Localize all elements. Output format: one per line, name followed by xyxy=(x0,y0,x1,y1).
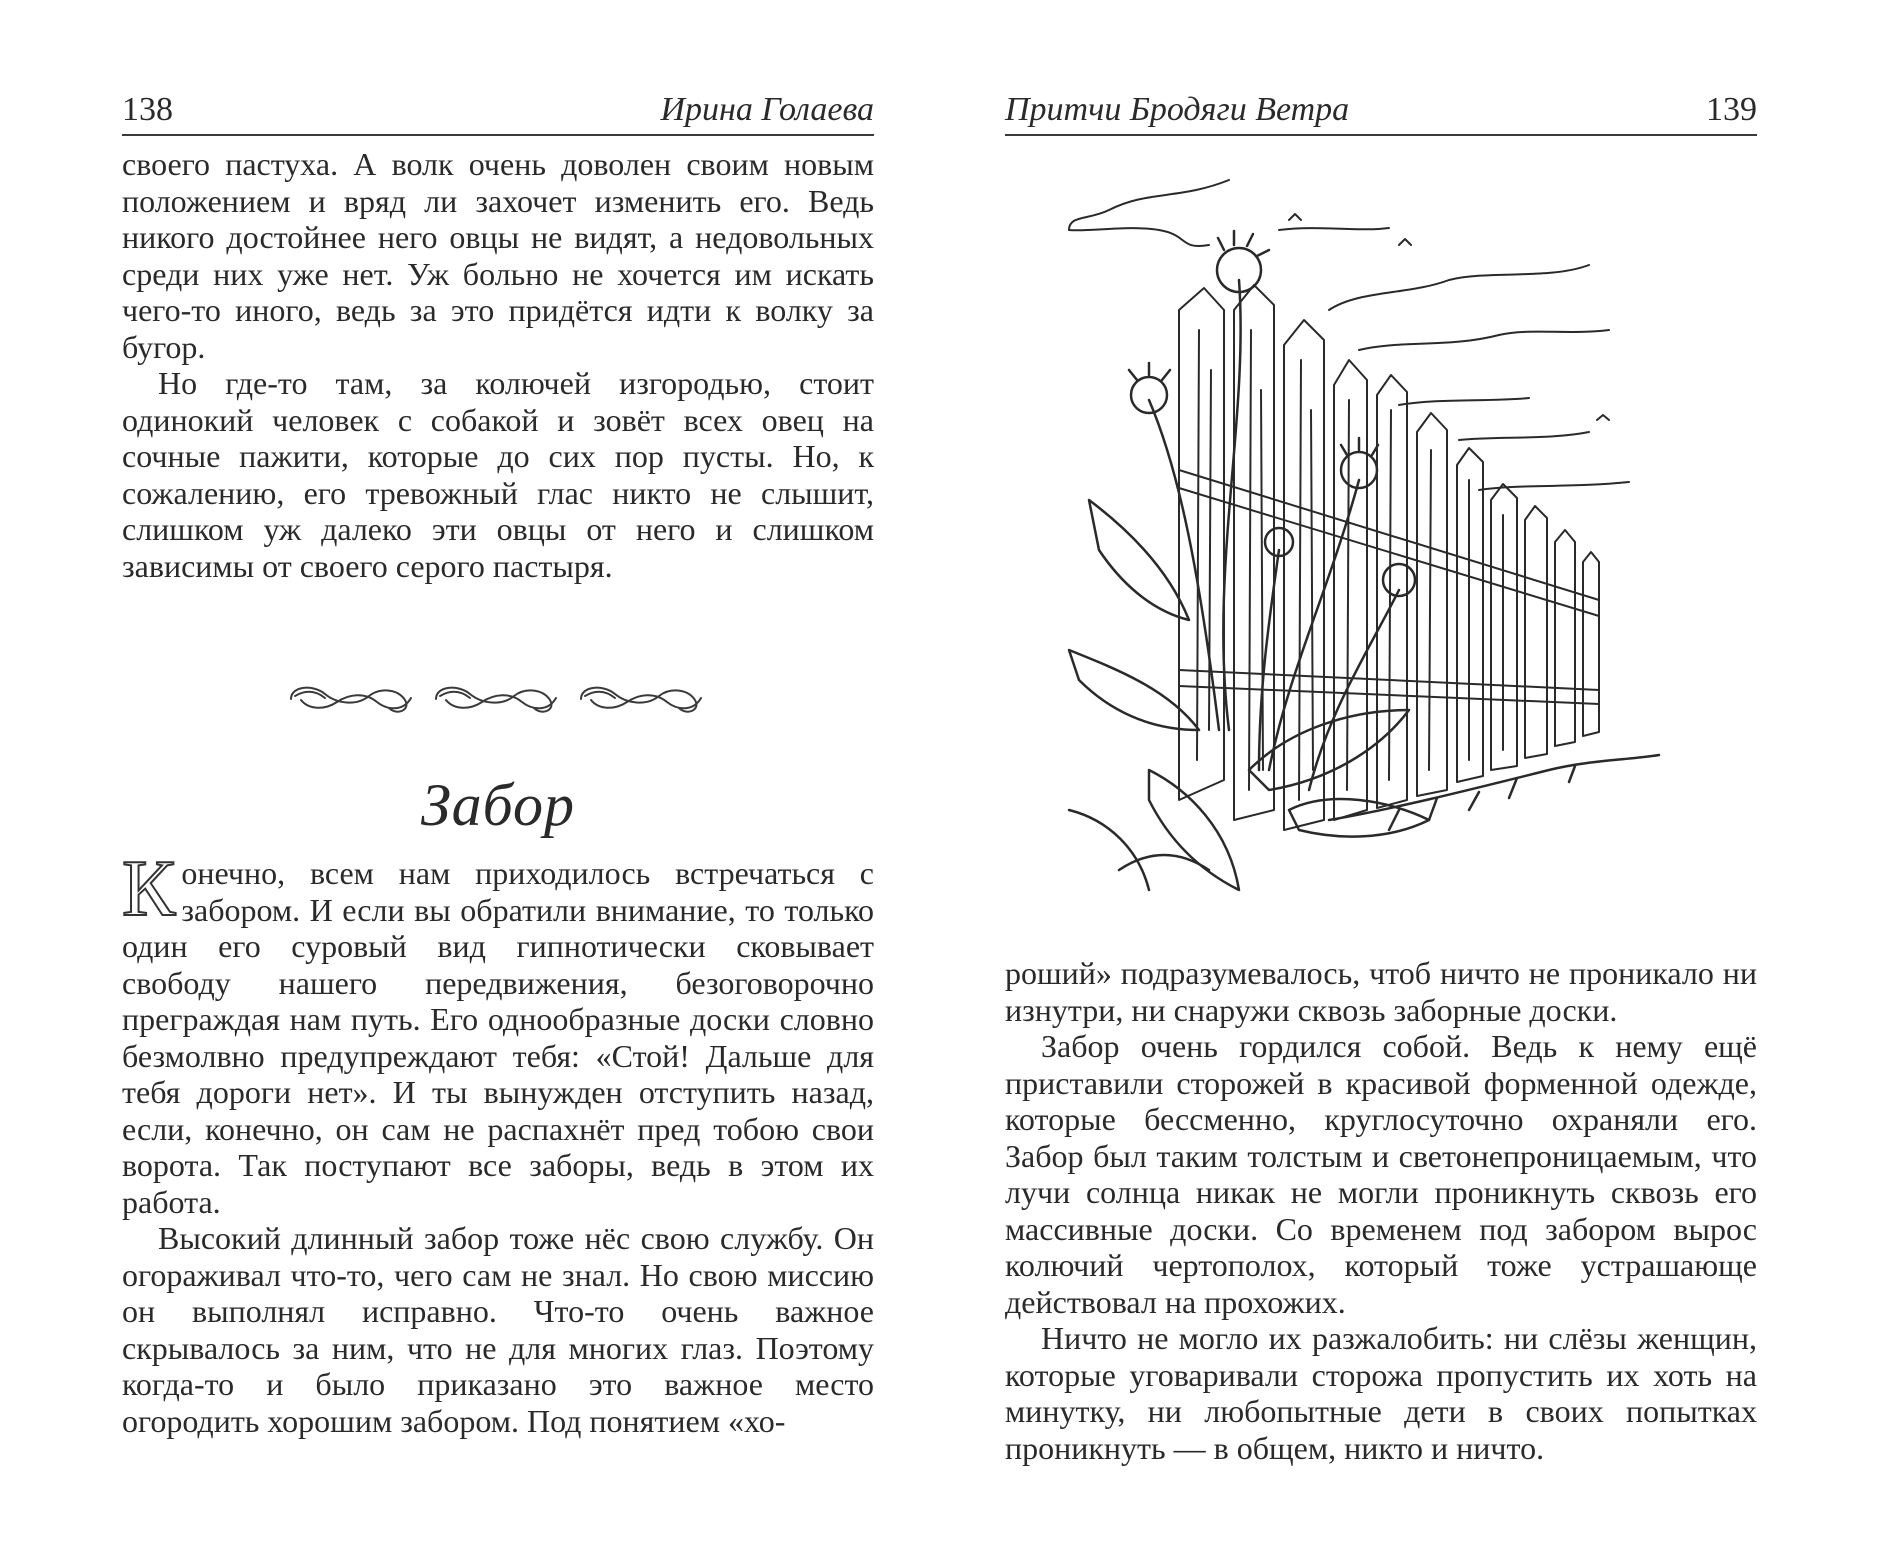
running-head-right xyxy=(1005,86,1757,136)
page-number-left: 138 xyxy=(122,91,173,128)
paragraph: Но где-то там, за колючей изгородью, стоит одинокий человек с собакой и зовёт всех овец на сочные пажити, которые до сих пор пусты. Но, к сожалению, его тревожный глас никто не слышит, слишком уж далеко эти овцы от него и слишком зависимы от своего серого пастыря. xyxy=(122,365,874,584)
right-text xyxy=(1005,955,1757,1466)
paragraph: роший» подразумевалось, чтоб ничто не проникало ни изнутри, ни снаружи сквозь заборные доски. xyxy=(1005,955,1757,1028)
drop-cap: К xyxy=(122,845,176,933)
ornament-swirl xyxy=(291,688,411,712)
paragraph-with-dropcap xyxy=(122,845,874,1220)
ornament-swirl xyxy=(581,688,701,712)
running-head-left xyxy=(122,86,874,136)
left-text-top xyxy=(122,146,874,584)
chapter-title: Забор xyxy=(420,772,576,838)
paragraph: своего пастуха. А волк очень доволен своим новым положением и вряд ли захочет изменить его. Ведь никого достойнее него овцы не видят, а недовольных среди них уже нет. Уж больно не хочется им искать чего-то иного, ведь за это придётся идти к волку за бугор. xyxy=(122,146,874,365)
fence-boards xyxy=(1179,285,1599,830)
thistle xyxy=(1069,231,1659,890)
book-title: Притчи Бродяги Ветра xyxy=(1005,91,1350,128)
left-text-bottom xyxy=(122,845,874,1439)
author-name: Ирина Голаева xyxy=(660,91,874,128)
fence-thistle-illustration xyxy=(1029,170,1669,940)
paragraph: Ничто не могло их разжалобить: ни слёзы женщин, которые уговаривали сторожа пропустить их хоть на минутку, ни любопытные дети в своих попытках проникнуть — в общем, никто и ничто. xyxy=(1005,1320,1757,1466)
paragraph-text: онечно, всем нам приходилось встречаться с забором. И если вы обратили внимание, то только один его суровый вид гипнотически сковывает свободу нашего передвижения, безоговорочно преграждая нам путь. Его однообразные доски словно безмолвно предупреждают тебя: «Стой! Дальше для тебя дороги нет». И ты вынужден отступить назад, если, конечно, он сам не распахнёт пред тобою свои ворота. Так поступают все заборы, ведь в этом их работа. xyxy=(122,855,874,1220)
paragraph: Забор очень гордился собой. Ведь к нему ещё приставили сторожей в красивой форменной одежде, которые бессменно, круглосуточно охраняли его. Забор был таким толстым и светонепроницаемым, что лучи солнца никак не могли проникнуть сквозь его массивные доски. Со временем под забором вырос колючий чертополох, который тоже устрашающе действовал на прохожих. xyxy=(1005,1028,1757,1320)
right-page xyxy=(939,0,1878,1555)
ornament-divider xyxy=(285,676,715,722)
paragraph: Высокий длинный забор тоже нёс свою службу. Он огораживал что-то, чего сам не знал. Но свою миссию он выполнял исправно. Что-то очень важное скрывалось за ним, что не для многих глаз. Поэтому когда-то и было приказано это важное место огородить хорошим забором. Под понятием «хо- xyxy=(122,1220,874,1439)
ornament-swirl xyxy=(436,688,556,712)
page-number-right: 139 xyxy=(1706,91,1757,128)
